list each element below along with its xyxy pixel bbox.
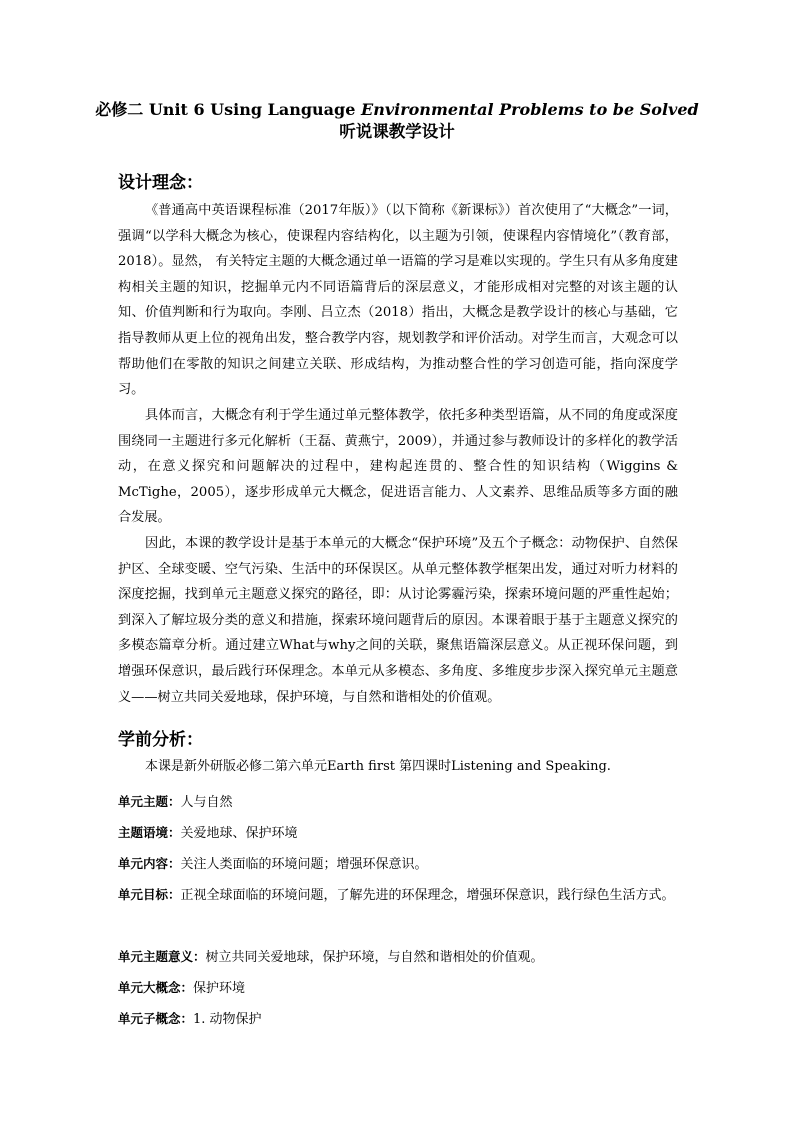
item-label: 单元主题意义： — [118, 949, 206, 964]
title-part2-italic: Environmental Problems to be Solved — [361, 100, 699, 119]
analysis-item-theme-meaning — [118, 941, 678, 973]
item-value: 保护环境 — [193, 981, 246, 996]
item-label: 单元子概念： — [118, 1011, 194, 1026]
analysis-item-theme-context — [118, 817, 678, 849]
item-value: 关爱地球、保护环境 — [180, 826, 298, 841]
item-label: 单元内容： — [118, 856, 181, 871]
design-concept-paragraph: 具体而言，大概念有利于学生通过单元整体教学，依托多种类型语篇，从不同的角度或深度围绕同一主题进行多元化解析（王磊、黄燕宁，2009），并通过参与教师设计的多样化的教学活动，在意义探究和问题解决的过程中，建构起连贯的、整合性的知识结构（Wiggins & McTighe，2005），逐步形成单元大概念，促进语言能力、人文素养、思维品质等多方面的融合发展。 — [118, 408, 678, 526]
preclass-analysis-heading: 学前分析： — [118, 730, 203, 750]
item-label: 单元大概念： — [118, 980, 194, 995]
item-value: 关注人类面临的环境问题；增强环保意识。 — [180, 857, 428, 872]
analysis-item-sub-concept — [118, 1003, 678, 1035]
design-concept-paragraph: 《普通高中英语课程标准（2017年版）》（以下简称《新课标》）首次使用了“大概念”一词，强调“以学科大概念为核心，使课程内容结构化，以主题为引领，使课程内容情境化”（教育部，2018）。显然， 有关特定主题的大概念通过单一语篇的学习是难以实现的。学生只有从多角度建构相关主题的知识，挖掘单元内不同语篇背后的深层意义，才能形成相对完整的对该主题的认知、价值判断和行为取向。李刚、吕立杰（2018）指出，大概念是教学设计的核心与基础，它指导教师从更上位的视角出发，整合教学内容，规划教学和评价活动。对学生而言，大观念可以帮助他们在零散的知识之间建立关联、形成结构，为推动整合性的学习创造可能，指向深度学习。 — [118, 203, 678, 398]
analysis-item-unit-theme — [118, 786, 678, 818]
preclass-intro: 本课是新外研版必修二第六单元Earth first 第四课时Listening and Speaking. — [145, 759, 611, 774]
item-label: 主题语境： — [118, 825, 181, 840]
item-value: 正视全球面临的环境问题，了解先进的环保理念，增强环保意识，践行绿色生活方式。 — [180, 888, 675, 903]
document-title — [0, 99, 794, 121]
item-label: 单元目标： — [118, 887, 181, 902]
analysis-item-unit-goal — [118, 879, 678, 911]
title-part1: 必修二 Unit 6 Using Language — [95, 100, 361, 119]
analysis-item-big-concept — [118, 972, 678, 1004]
item-value: 1. 动物保护 — [193, 1012, 262, 1027]
document-subtitle: 听说课教学设计 — [339, 122, 455, 141]
item-value: 树立共同关爱地球，保护环境，与自然和谐相处的价值观。 — [205, 950, 544, 965]
design-concept-heading: 设计理念： — [118, 173, 203, 193]
item-label: 单元主题： — [118, 794, 181, 809]
item-value: 人与自然 — [180, 795, 233, 810]
analysis-item-unit-content — [118, 848, 678, 880]
design-concept-paragraph: 因此，本课的教学设计是基于本单元的大概念“保护环境”及五个子概念：动物保护、自然保护区、全球变暖、空气污染、生活中的环保误区。从单元整体教学框架出发，通过对听力材料的深度挖掘，找到单元主题意义探究的路径，即：从讨论雾霾污染，探索环境问题的严重性起始；到深入了解垃圾分类的意义和措施，探索环境问题背后的原因。本课着眼于基于主题意义探究的多模态篇章分析。通过建立What与why之间的关联，聚焦语篇深层意义。从正视环保问题，到增强环保意识，最后践行环保理念。本单元从多模态、多角度、多维度步步深入探究单元主题意义——树立共同关爱地球，保护环境，与自然和谐相处的价值观。 — [118, 536, 678, 705]
